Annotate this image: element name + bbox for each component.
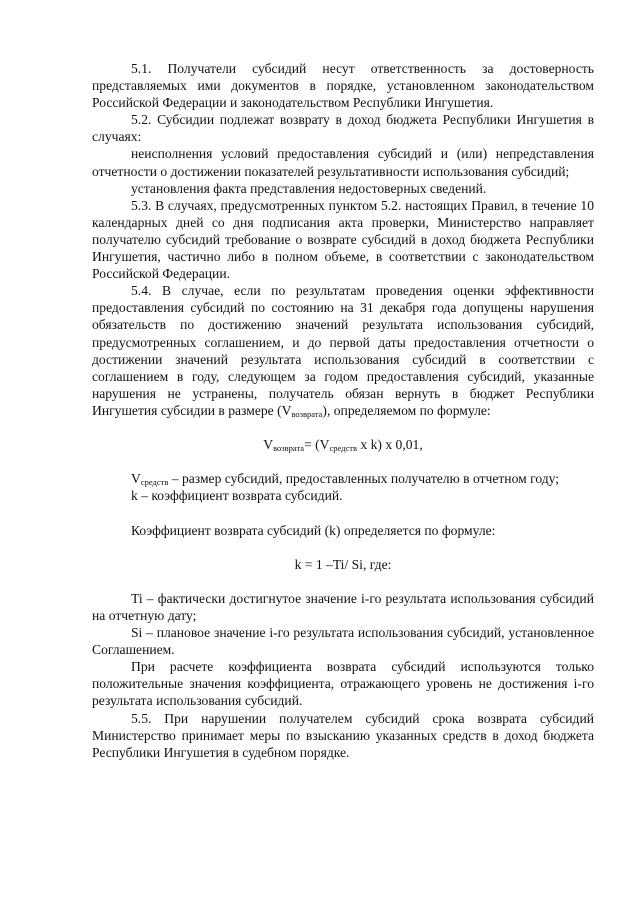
paragraph-5-1: 5.1. Получатели субсидий несут ответственность за достоверность представляемых ими документов в порядке, установленном законодательством Российской Федерации и законодательством Республики Ингушетия. bbox=[92, 61, 594, 111]
definition-v-funds bbox=[92, 470, 594, 487]
formula-v: V bbox=[263, 437, 274, 453]
formula-funds-sub: средств bbox=[329, 443, 358, 454]
coefficient-intro: Коэффициент возврата субсидий (k) определяется по формуле: bbox=[131, 522, 496, 538]
definition-k: k – коэффициент возврата субсидий. bbox=[131, 488, 343, 504]
definition-si: Si – плановое значение i-го результата использования субсидий, установленное Соглашением. bbox=[92, 625, 594, 658]
definition-ti: Ti – фактически достигнутое значение i-го результата использования субсидий на отчетную дату; bbox=[92, 590, 594, 623]
paragraph-5-4-text: 5.4. В случае, если по результатам проведения оценки эффективности предоставления субсидий по состоянию на 31 декабря года допущены нарушения обязательств по достижению значений результата использования субсидий, предусмотренных соглашением, и до первой даты предоставления отчетности о достижении значений результата использования субсидий в соответствии с соглашением в году, следующем за годом предоставления субсидий, указанные нарушения не устранены, получатель обязан вернуть в бюджет Республики Ингушетия субсидии в размере (V bbox=[92, 283, 594, 418]
paragraph-5-3: 5.3. В случаях, предусмотренных пунктом 5.2. настоящих Правил, в течение 10 календарных дней со дня подписания акта проверки, Министерство направляет получателю субсидий требование о возврате субсидий в доход бюджета Республики Ингушетия, частично либо в полном объеме, в соответствии с законодательством Российской Федерации. bbox=[92, 197, 594, 282]
case-false-info: установления факта представления недостоверных сведений. bbox=[131, 180, 487, 196]
paragraph-5-4 bbox=[92, 282, 594, 419]
case-nonfulfillment: неисполнения условий предоставления субсидий и (или) непредставления отчетности о достижении показателей результативности использования субсидий; bbox=[92, 146, 594, 179]
def-v: V bbox=[131, 471, 141, 487]
formula-coefficient: k = 1 –Ti/ Si, где: bbox=[294, 556, 392, 572]
paragraph-5-5: 5.5. При нарушении получателем субсидий срока возврата субсидий Министерство принимает меры по взысканию указанных средств в доход бюджета Республики Ингушетия в судебном порядке. bbox=[92, 710, 594, 760]
paragraph-5-2: 5.2. Субсидии подлежат возврату в доход бюджета Республики Ингушетия в случаях: bbox=[92, 112, 594, 145]
paragraph-5-4-end: ), определяемом по формуле: bbox=[322, 402, 491, 418]
paragraph-calculation: При расчете коэффициента возврата субсидий используются только положительные значения коэффициента, отражающего уровень не достижения i-го результата использования субсидий. bbox=[92, 659, 594, 709]
formula-v-sub: возврата bbox=[273, 443, 305, 454]
formula-end: x k) x 0,01, bbox=[357, 437, 423, 453]
def-v-sub: средств bbox=[140, 477, 169, 488]
formula-return-amount bbox=[92, 436, 594, 453]
def-v-text: – размер субсидий, предоставленных получателю в отчетном году; bbox=[168, 471, 560, 487]
formula-mid: = (V bbox=[304, 437, 330, 453]
subscript-return: возврата bbox=[291, 408, 323, 419]
document-page bbox=[92, 60, 594, 761]
